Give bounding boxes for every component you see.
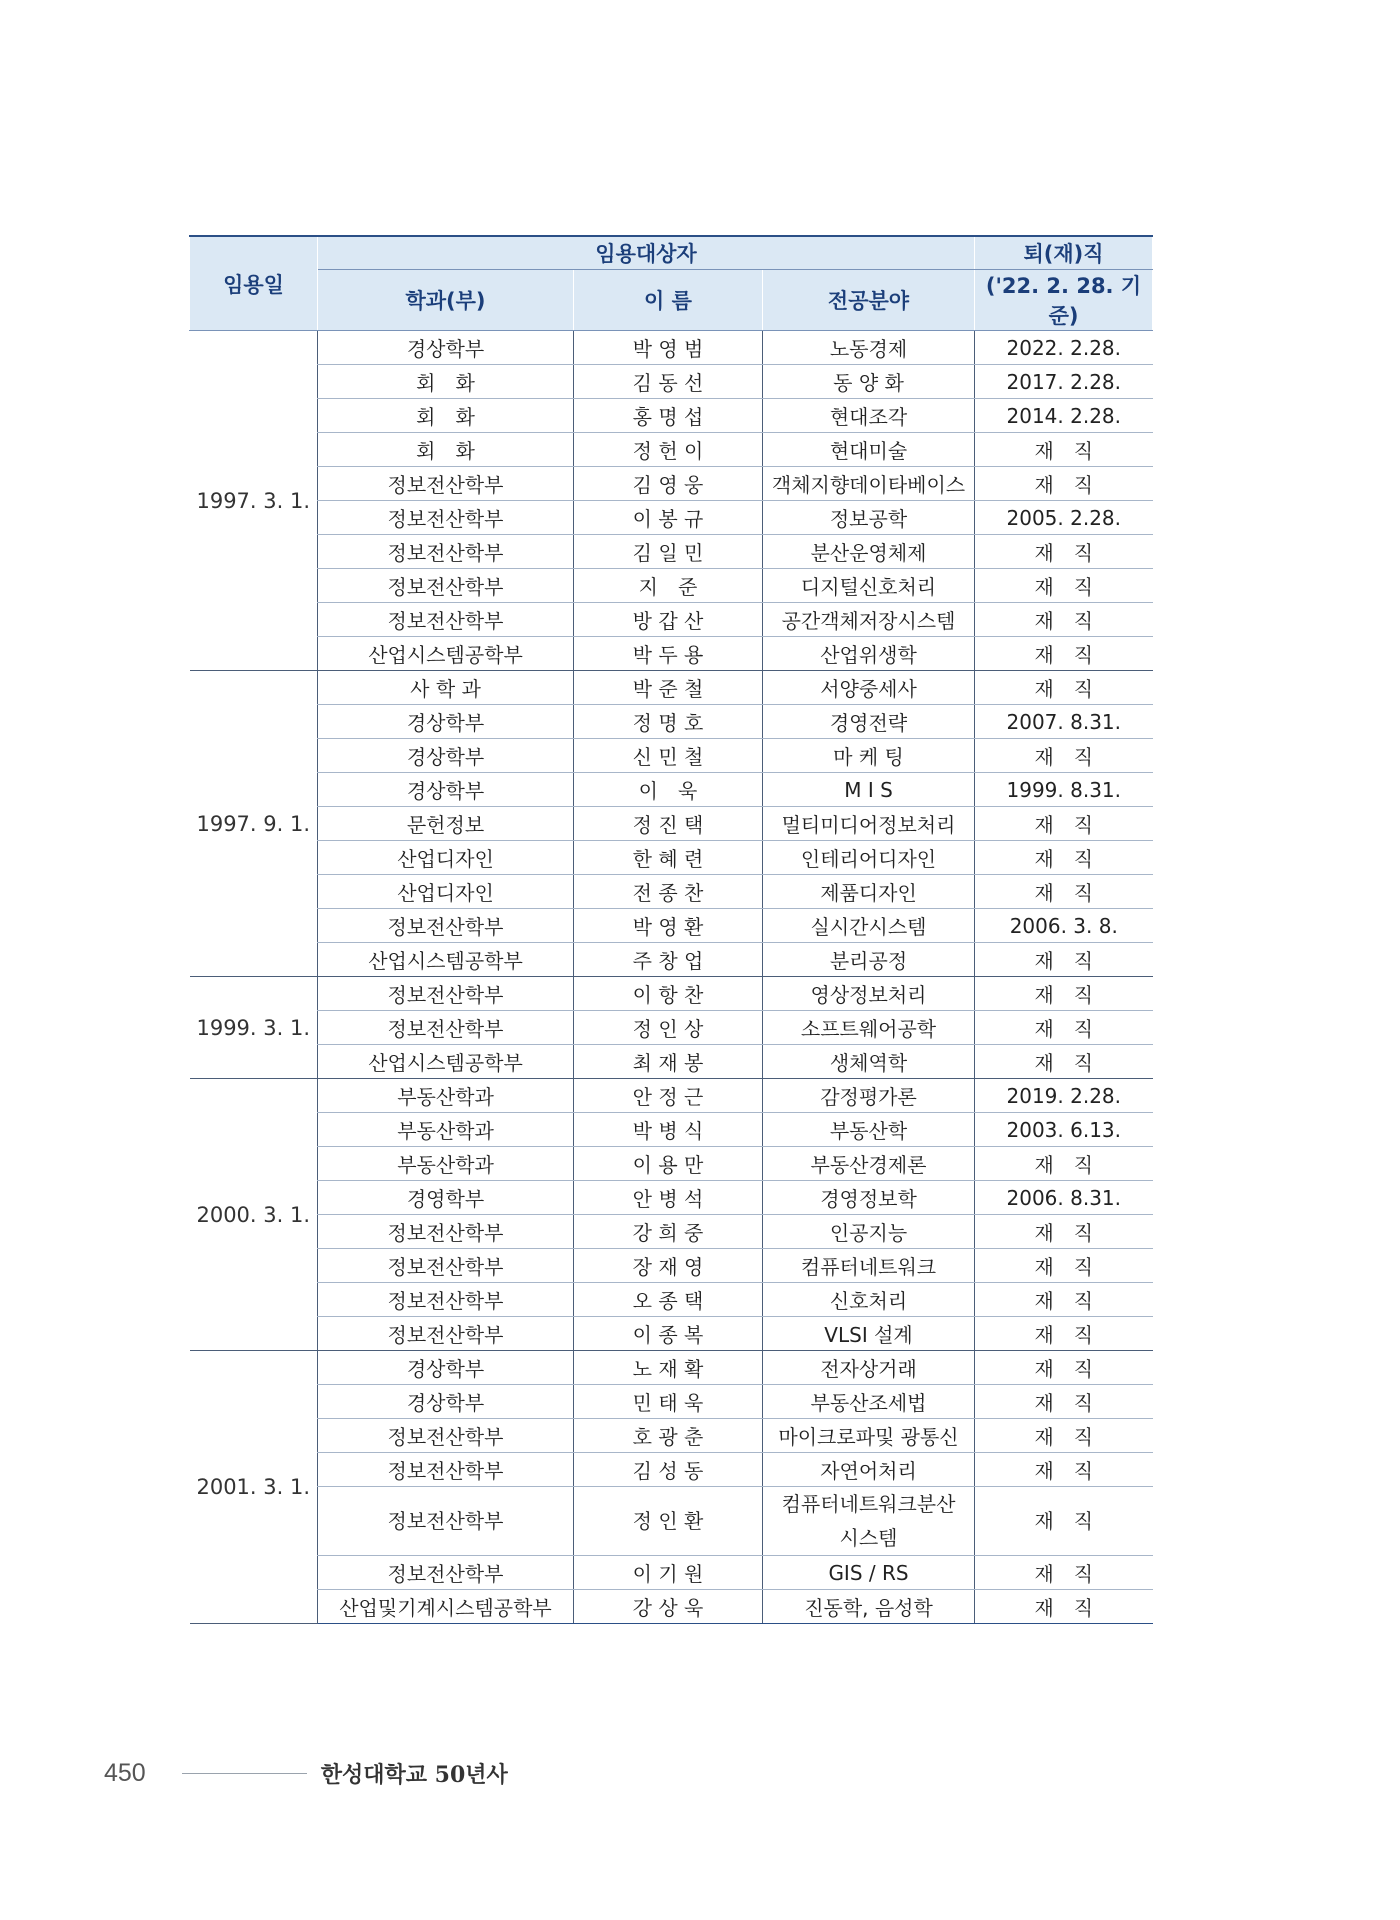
field-cell: 현대미술 [763,433,975,467]
field-cell: 실시간시스템 [763,909,975,943]
name-cell: 박 영 범 [574,331,763,365]
appointment-date-cell: 2000. 3. 1. [190,1079,318,1351]
field-cell: 인공지능 [763,1215,975,1249]
name-cell: 이 종 복 [574,1317,763,1351]
table-row [190,1317,1153,1351]
field-cell: VLSI 설계 [763,1317,975,1351]
department-cell: 회 화 [318,399,574,433]
appointment-date-cell: 1997. 9. 1. [190,671,318,977]
field-cell: 분리공정 [763,943,975,977]
department-cell: 산업시스템공학부 [318,943,574,977]
department-cell: 경영학부 [318,1181,574,1215]
table-row [190,1079,1153,1113]
name-cell: 정 인 상 [574,1011,763,1045]
field-cell: 동 양 화 [763,365,975,399]
department-cell: 정보전산학부 [318,535,574,569]
field-cell: 진동학, 음성학 [763,1590,975,1624]
table-row [190,739,1153,773]
department-cell: 정보전산학부 [318,1556,574,1590]
table-row [190,1351,1153,1385]
department-cell: 산업및기계시스템공학부 [318,1590,574,1624]
table-row [190,875,1153,909]
department-cell: 경상학부 [318,331,574,365]
department-cell: 정보전산학부 [318,501,574,535]
name-cell: 박 병 식 [574,1113,763,1147]
status-cell: 2019. 2.28. [975,1079,1153,1113]
name-cell: 주 창 업 [574,943,763,977]
field-cell: M I S [763,773,975,807]
status-cell: 재 직 [975,1215,1153,1249]
name-cell: 정 진 택 [574,807,763,841]
table-row [190,433,1153,467]
table-row [190,943,1153,977]
table-row [190,1487,1153,1556]
status-cell: 재 직 [975,1283,1153,1317]
field-cell: 서양중세사 [763,671,975,705]
field-cell: 소프트웨어공학 [763,1011,975,1045]
appointment-date-cell: 1997. 3. 1. [190,331,318,671]
status-cell: 재 직 [975,603,1153,637]
table-row [190,705,1153,739]
table-row [190,637,1153,671]
department-cell: 정보전산학부 [318,467,574,501]
table-row [190,1011,1153,1045]
header-field: 전공분야 [763,270,975,331]
status-cell: 재 직 [975,1385,1153,1419]
table-row [190,1590,1153,1624]
department-cell: 정보전산학부 [318,909,574,943]
status-cell: 재 직 [975,1249,1153,1283]
name-cell: 민 태 욱 [574,1385,763,1419]
table-row [190,909,1153,943]
table-row [190,1453,1153,1487]
status-cell: 재 직 [975,807,1153,841]
name-cell: 이 봉 규 [574,501,763,535]
status-cell: 재 직 [975,671,1153,705]
table-row [190,501,1153,535]
field-cell: 제품디자인 [763,875,975,909]
status-cell: 2007. 8.31. [975,705,1153,739]
department-cell: 경상학부 [318,705,574,739]
name-cell: 신 민 철 [574,739,763,773]
footer-divider [182,1773,307,1774]
department-cell: 정보전산학부 [318,1011,574,1045]
department-cell: 사 학 과 [318,671,574,705]
table-row [190,1556,1153,1590]
name-cell: 이 용 만 [574,1147,763,1181]
status-cell: 재 직 [975,1487,1153,1556]
department-cell: 정보전산학부 [318,977,574,1011]
name-cell: 안 정 근 [574,1079,763,1113]
header-appointees: 임용대상자 [318,236,975,270]
table-row [190,773,1153,807]
book-title: 한성대학교 50년사 [320,1761,508,1788]
appointment-date-cell: 1999. 3. 1. [190,977,318,1079]
name-cell: 방 갑 산 [574,603,763,637]
department-cell: 산업시스템공학부 [318,637,574,671]
status-cell: 재 직 [975,1011,1153,1045]
status-cell: 재 직 [975,1147,1153,1181]
table-row [190,1113,1153,1147]
header-status: 퇴(재)직 [975,236,1153,270]
field-cell: 생체역학 [763,1045,975,1079]
table-row [190,1045,1153,1079]
field-cell: 분산운영체제 [763,535,975,569]
field-cell: 객체지향데이타베이스 [763,467,975,501]
name-cell: 강 희 중 [574,1215,763,1249]
status-cell: 재 직 [975,1556,1153,1590]
status-cell: 재 직 [975,1419,1153,1453]
table-row [190,671,1153,705]
table-row [190,399,1153,433]
department-cell: 정보전산학부 [318,569,574,603]
field-cell: 마이크로파및 광통신 [763,1419,975,1453]
department-cell: 산업시스템공학부 [318,1045,574,1079]
name-cell: 노 재 확 [574,1351,763,1385]
name-cell: 오 종 택 [574,1283,763,1317]
field-cell: 부동산학 [763,1113,975,1147]
status-cell: 2006. 8.31. [975,1181,1153,1215]
table-row [190,569,1153,603]
status-cell: 재 직 [975,569,1153,603]
appointment-table [189,235,1153,1624]
table-row [190,1215,1153,1249]
department-cell: 정보전산학부 [318,1283,574,1317]
table-header [190,236,1153,331]
field-cell: 정보공학 [763,501,975,535]
header-appointment-date: 임용일 [190,236,318,331]
status-cell: 2017. 2.28. [975,365,1153,399]
table-row [190,977,1153,1011]
name-cell: 김 영 웅 [574,467,763,501]
department-cell: 산업디자인 [318,875,574,909]
department-cell: 정보전산학부 [318,603,574,637]
status-cell: 재 직 [975,433,1153,467]
status-cell: 재 직 [975,1317,1153,1351]
table-row [190,1249,1153,1283]
name-cell: 한 혜 련 [574,841,763,875]
name-cell: 이 기 원 [574,1556,763,1590]
field-cell: 영상정보처리 [763,977,975,1011]
department-cell: 회 화 [318,365,574,399]
name-cell: 정 인 환 [574,1487,763,1556]
department-cell: 정보전산학부 [318,1249,574,1283]
table-row [190,535,1153,569]
name-cell: 정 명 호 [574,705,763,739]
status-cell: 재 직 [975,977,1153,1011]
name-cell: 김 성 동 [574,1453,763,1487]
department-cell: 산업디자인 [318,841,574,875]
appointment-date-cell: 2001. 3. 1. [190,1351,318,1624]
status-cell: 1999. 8.31. [975,773,1153,807]
name-cell: 박 영 환 [574,909,763,943]
field-cell: 노동경제 [763,331,975,365]
department-cell: 부동산학과 [318,1147,574,1181]
status-cell: 재 직 [975,637,1153,671]
field-cell: 경영정보학 [763,1181,975,1215]
department-cell: 경상학부 [318,739,574,773]
status-cell: 2003. 6.13. [975,1113,1153,1147]
field-cell: 현대조각 [763,399,975,433]
table-body [190,331,1153,1624]
status-cell: 2005. 2.28. [975,501,1153,535]
name-cell: 정 헌 이 [574,433,763,467]
status-cell: 재 직 [975,739,1153,773]
field-cell: 멀티미디어정보처리 [763,807,975,841]
department-cell: 정보전산학부 [318,1317,574,1351]
field-cell: 감정평가론 [763,1079,975,1113]
field-cell: 컴퓨터네트워크 [763,1249,975,1283]
status-cell: 2014. 2.28. [975,399,1153,433]
status-cell: 재 직 [975,875,1153,909]
table-row [190,1147,1153,1181]
status-cell: 재 직 [975,1045,1153,1079]
status-cell: 재 직 [975,1590,1153,1624]
department-cell: 정보전산학부 [318,1215,574,1249]
header-status-basis: ('22. 2. 28. 기준) [975,270,1153,331]
header-department: 학과(부) [318,270,574,331]
table-row [190,1283,1153,1317]
field-cell: 컴퓨터네트워크분산 시스템 [763,1487,975,1556]
status-cell: 2006. 3. 8. [975,909,1153,943]
table-row [190,1419,1153,1453]
field-cell: 전자상거래 [763,1351,975,1385]
department-cell: 부동산학과 [318,1079,574,1113]
table-row [190,1385,1153,1419]
name-cell: 김 동 선 [574,365,763,399]
department-cell: 문헌정보 [318,807,574,841]
name-cell: 전 종 찬 [574,875,763,909]
department-cell: 정보전산학부 [318,1419,574,1453]
table-row [190,331,1153,365]
page-number: 450 [104,1758,146,1787]
status-cell: 재 직 [975,1351,1153,1385]
table-row [190,841,1153,875]
name-cell: 호 광 춘 [574,1419,763,1453]
status-cell: 재 직 [975,841,1153,875]
field-cell: 공간객체저장시스템 [763,603,975,637]
table-row [190,807,1153,841]
name-cell: 안 병 석 [574,1181,763,1215]
field-cell: 부동산조세법 [763,1385,975,1419]
department-cell: 부동산학과 [318,1113,574,1147]
field-cell: 경영전략 [763,705,975,739]
status-cell: 재 직 [975,1453,1153,1487]
table-row [190,467,1153,501]
field-cell: 자연어처리 [763,1453,975,1487]
name-cell: 이 항 찬 [574,977,763,1011]
page-footer [104,1758,508,1788]
name-cell: 이 욱 [574,773,763,807]
field-cell: GIS / RS [763,1556,975,1590]
name-cell: 최 재 봉 [574,1045,763,1079]
status-cell: 2022. 2.28. [975,331,1153,365]
name-cell: 지 준 [574,569,763,603]
name-cell: 박 준 철 [574,671,763,705]
name-cell: 김 일 민 [574,535,763,569]
header-name: 이 름 [574,270,763,331]
field-cell: 인테리어디자인 [763,841,975,875]
name-cell: 장 재 영 [574,1249,763,1283]
field-cell: 신호처리 [763,1283,975,1317]
name-cell: 박 두 용 [574,637,763,671]
department-cell: 정보전산학부 [318,1453,574,1487]
status-cell: 재 직 [975,467,1153,501]
status-cell: 재 직 [975,535,1153,569]
field-cell: 마 케 팅 [763,739,975,773]
department-cell: 경상학부 [318,773,574,807]
department-cell: 경상학부 [318,1351,574,1385]
status-cell: 재 직 [975,943,1153,977]
department-cell: 정보전산학부 [318,1487,574,1556]
name-cell: 강 상 욱 [574,1590,763,1624]
table-row [190,365,1153,399]
department-cell: 회 화 [318,433,574,467]
field-cell: 디지털신호처리 [763,569,975,603]
table-row [190,603,1153,637]
name-cell: 홍 명 섭 [574,399,763,433]
field-cell: 산업위생학 [763,637,975,671]
field-cell: 부동산경제론 [763,1147,975,1181]
table-row [190,1181,1153,1215]
department-cell: 경상학부 [318,1385,574,1419]
